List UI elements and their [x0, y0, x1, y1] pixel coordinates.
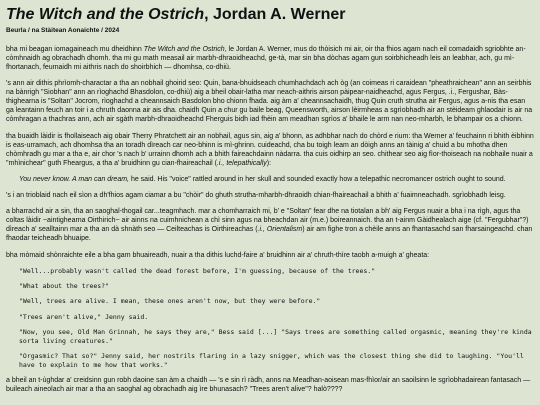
article-title: [6, 6, 534, 24]
dialog-line: "Now, you see, Old Man Grinnah, he says they are," Bess said [...] "Says trees are something called orgasmic, meaning they're kinda sorta living creatures.": [19, 328, 532, 345]
paragraph-5: a bharrachd air a sin, tha an saoghal-thogail car...teagmhach. mar a chomharraich mi, b' e "Soltan" fear dhe na tiotalan a bh' aig Fergus nuair a bha i na rìgh, agus tha coltas làidir ~aintighearna Oirthirich~ air ainns na cuimhnichean a chì sinn agus na bheachdan air (m.e.) boireannaich. tha an t-ainm Gàidhealach aige (cf. "Fergubhar"?) dìreach a' sealltainn mar a tha an dà shnàth seo — Ceilteachas is Oirthireachas (.i., Orientalism) air am fighe tron a chèile anns an fhantasachd san fharsaingeachd. chan fhaodar teicheadh bhuaipe.: [6, 208, 533, 243]
dialog-line: "Orgasmic? That so?" Jenny said, her nostrils flaring in a lazy snigger, which was the closest thing she did to laughing. "You'll have to explain to me how that works.": [19, 352, 524, 369]
author-name: , Jordan A. Werner: [204, 6, 346, 23]
byline: Beurla / na Stàitean Aonaichte / 2024: [6, 27, 120, 35]
paragraph-1: bha mi beagan iomagaineach mu dheidhinn The Witch and the Ostrich, le Jordan A. Werner, mus do thòisich mi air, oir tha fhios agam nach eil comadaidh sgriobhte an-còmhnaidh ag obrachadh dhomh. tha mi gu math measail air marbh-dhraoidheachd, ge-tà, mar sin bha dòchas agam gun soirbhicheadh leis an leabhar, ach, gu mì-fhortanach, feumaidh mi aithris nach do shoirbhich — dhomhsa, co-dhiù.: [6, 45, 526, 72]
paragraph-6: bha mòmaid shònraichte eile a bha gam bhuaireadh, nuair a tha dithis luchd-faire a' bruidhinn air a' chruth-thìre taobh a-muigh a' gheata:: [6, 251, 430, 259]
dialog-line: "Well...probably wasn't called the dead forest before, I'm guessing, because of the trees.": [19, 266, 376, 275]
paragraph-2: 's ann air dithis phrìomh-charactar a tha an nobhail ghoirid seo: Quin, bana-bhuidseach chumhachdach ach òg (an coimeas ri caraidean "pheathraichean" ann an seirbhis na bànrigh "Siobhan" ann an rìoghachd Bhasdolon, co-dhiù) aig a bheil obair-latha mar neach-aithris airson pàipear-naidheachd, agus Fergus, .i., Fergushar, Bàs-thighearna is "Soltan" Jocrom, rìoghachd a cheannsaich Basdolon bho chionn fhada. aig àm a' cheannsachaidh, thug Quin cruth strutha air Fergus, agus a-nis tha esan ga leantainn feuch an toir i a chruth daonna air ais dha. chaidh Quin a chur gu baile beag, Queensworth, airson lèirmheas a sgrìobhadh air an stèideam ghlaodair is air na còmhragan a thachras ann, ach air sgàth marbh-dhraoidheachd Fherguis bidh iad fhèin am meadhan sgrìos a' bhaile le arm nan neo-mharbh, le bhampair os a chionn.: [6, 80, 533, 124]
block-quote: You never know. A man can dream, he said. His "voice" rattled around in her skull and sounded exactly how a telepathic necromancer ostrich ought to sound.: [19, 175, 506, 183]
book-title: The Witch and the Ostrich: [6, 6, 205, 23]
paragraph-4: 's i an trioblaid nach eil sìon a dh'fhios agam ciamar a bu "chòir" do ghuth strutha-mharbh-dhraoidh chian-fhaireachail a bhith a' fuaimneachadh. sgrìobhadh leisg.: [6, 192, 506, 200]
dialog-line: "Well, trees are alive. I mean, these ones aren't now, but they were before.": [19, 297, 321, 306]
dialog-line: "Trees aren't alive," Jenny said.: [19, 312, 149, 321]
paragraph-7: a bheil an t-ùghdar a' creidsinn gun robh daoine san àm a chaidh — 's e sin rì ràdh, anns na Meadhan-aoisean mas-fhìor/air an saoilsinn le sgrìobhadairean fantasach — buileach aineolach air mar a tha an saoghal ag obrachadh aig ìre bhunasach? "Trees aren't alive"? halò????: [6, 377, 531, 394]
dialog-line: "What about the trees?": [19, 282, 110, 291]
paragraph-3: tha buaidh làidir is fhollaiseach aig obair Therry Phratchett air an nobhail, agus sin, aig a' bhonn, as adhbhar nach do chòrd e rium: tha Werner a' feuchainn ri bhith èibhinn is eas-urramach, ach dhomhsa tha an toradh dìreach car neo-bhinn is mì-ghrinn. cuideachd, cha bu toigh leam an dòigh anns an tàinig a' chuid a bu mhotha dhen chòmhradh gu mar a tha e, air chor 's nach b' urrainn dhomh ach a bhith faireachdainn nàdarra. tha cuis oidhirp an seo. chithear seo aig fìor-thoiseach na nobhaile nuair a "mhìnichear" guth Fheargus, a tha a' bruidhinn gu cian-fhaireachail (.i., telepathically):: [6, 132, 534, 167]
